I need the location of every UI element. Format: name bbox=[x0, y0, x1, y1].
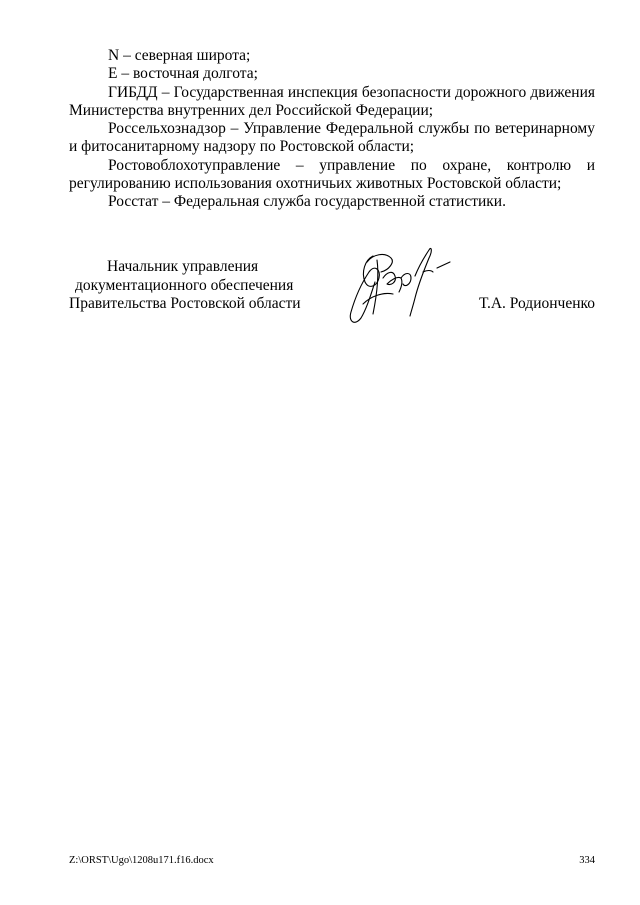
abbreviation-item: Ростовоблохотуправление – управление по охране, контролю и регулированию использования охотничьих животных Ростовской области; bbox=[69, 156, 595, 193]
signature-block bbox=[69, 258, 595, 338]
abbreviation-item: ГИБДД – Государственная инспекция безопасности дорожного движения Министерства внутренних дел Российской Федерации; bbox=[69, 83, 595, 119]
abbreviation-item: N – северная широта; bbox=[108, 47, 251, 64]
abbreviation-item: Росстат – Федеральная служба государственной статистики. bbox=[108, 193, 506, 211]
page-number: 334 bbox=[579, 855, 595, 866]
signer-position bbox=[69, 258, 309, 314]
signer-name: Т.А. Родионченко bbox=[479, 295, 595, 312]
abbreviation-item: E – восточная долгота; bbox=[108, 65, 258, 83]
abbreviation-item: Россельхознадзор – Управление Федеральной службы по ветеринарному и фитосанитарному надзору по Ростовской области; bbox=[69, 120, 595, 156]
handwritten-signature bbox=[343, 242, 455, 334]
signer-position-line: документационного обеспечения bbox=[75, 276, 294, 294]
signer-position-line: Начальник управления bbox=[107, 258, 259, 275]
abbreviations-list bbox=[69, 47, 595, 212]
document-file-path: Z:\ORST\Ugo\1208u171.f16.docx bbox=[69, 855, 214, 866]
signer-position-line: Правительства Ростовской области bbox=[69, 295, 301, 312]
